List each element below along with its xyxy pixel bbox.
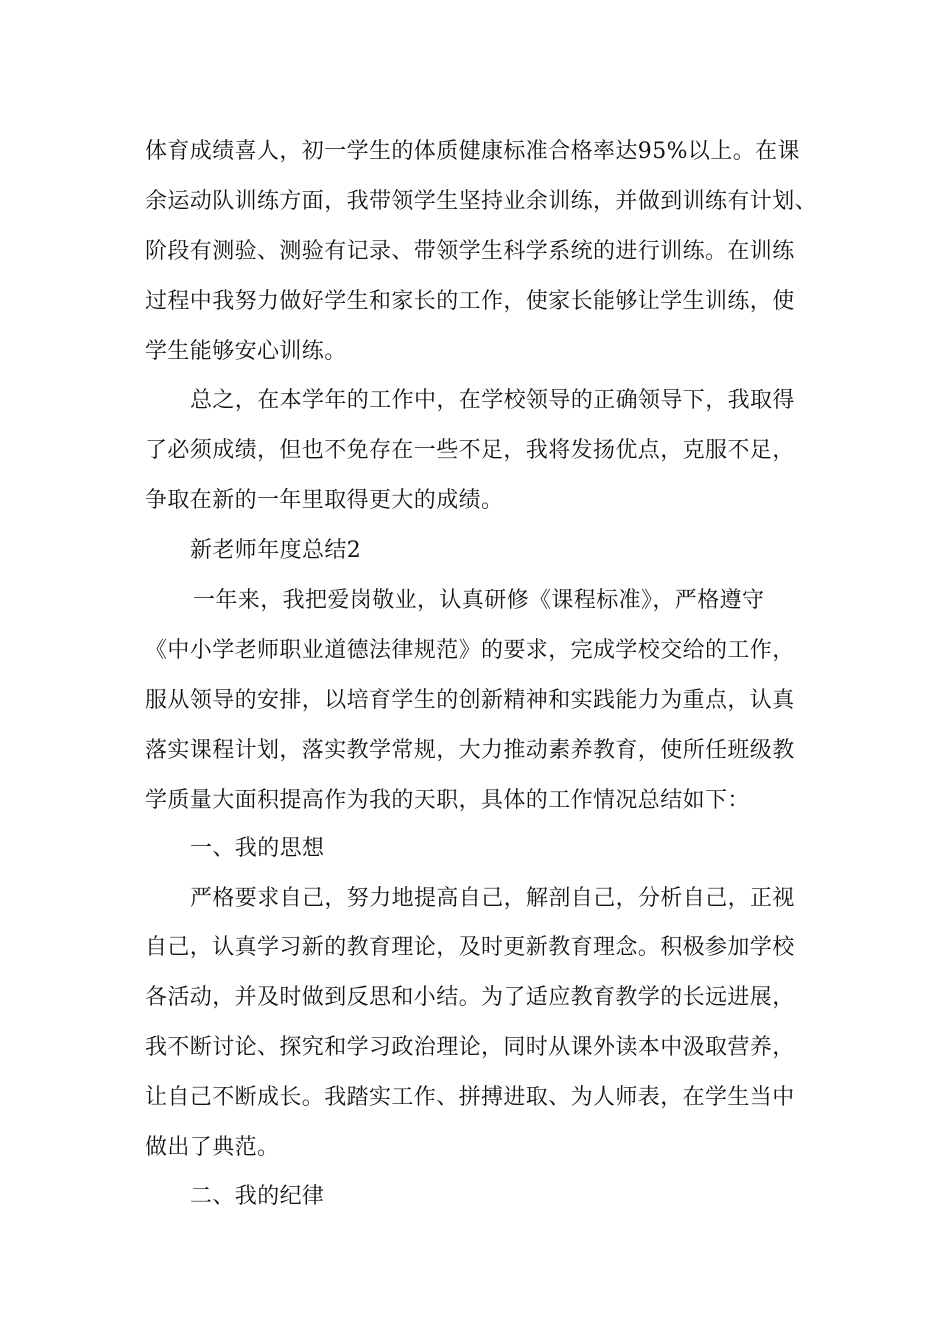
text-line: 了必须成绩，但也不免存在一些不足，我将发扬优点，克服不足， xyxy=(145,438,795,463)
text-line: 自己，认真学习新的教育理论，及时更新教育理念。积极参加学校 xyxy=(145,935,795,960)
text-line: 各活动，并及时做到反思和小结。为了适应教育教学的长远进展， xyxy=(145,985,795,1010)
text-line: 学生能够安心训练。 xyxy=(145,339,347,364)
text-line: 严格要求自己，努力地提高自己，解剖自己，分析自己，正视 xyxy=(190,886,795,911)
text-line: 落实课程计划，落实教学常规，大力推动素养教育，使所任班级教 xyxy=(145,738,795,763)
text-line: 服从领导的安排，以培育学生的创新精神和实践能力为重点，认真 xyxy=(145,688,795,713)
text-line: 过程中我努力做好学生和家长的工作，使家长能够让学生训练，使 xyxy=(145,289,795,314)
text-line: 我不断讨论、探究和学习政治理论，同时从课外读本中汲取营养， xyxy=(145,1035,795,1060)
text-line: 做出了典范。 xyxy=(145,1135,280,1160)
text-line: 一年来，我把爱岗敬业，认真研修《课程标准》，严格遵守 xyxy=(193,588,765,613)
text-line: 《中小学老师职业道德法律规范》的要求，完成学校交给的工作， xyxy=(145,638,795,663)
text-line: 阶段有测验、测验有记录、带领学生科学系统的进行训练。在训练 xyxy=(145,239,795,264)
section-heading: 二、我的纪律 xyxy=(190,1184,325,1209)
text-line: 让自己不断成长。我踏实工作、拼搏进取、为人师表，在学生当中 xyxy=(145,1085,795,1110)
text-line: 学质量大面积提高作为我的天职，具体的工作情况总结如下： xyxy=(145,788,750,813)
section-heading: 新老师年度总结2 xyxy=(190,538,362,563)
text-line: 余运动队训练方面，我带领学生坚持业余训练，并做到训练有计划、 xyxy=(145,189,818,214)
text-line: 争取在新的一年里取得更大的成绩。 xyxy=(145,488,504,513)
text-line: 体育成绩喜人，初一学生的体质健康标准合格率达95%以上。在课 xyxy=(145,139,800,164)
section-heading: 一、我的思想 xyxy=(190,836,325,861)
text-line: 总之，在本学年的工作中，在学校领导的正确领导下，我取得 xyxy=(190,388,795,413)
